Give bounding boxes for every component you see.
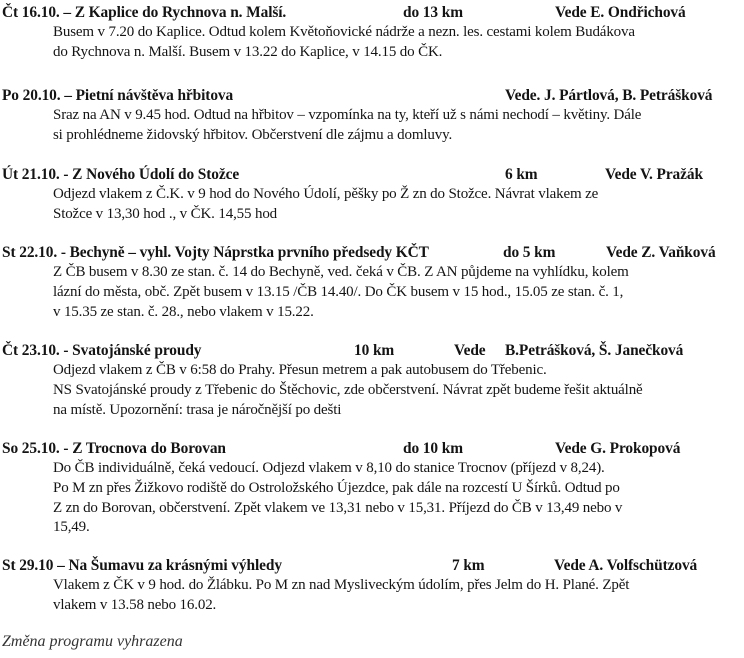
description-line: Vlakem z ČK v 9 hod. do Žlábku. Po M zn nad Mysliveckým údolím, přes Jelm do H. Plané. Zpět <box>53 577 630 593</box>
description-line: na místě. Upozornění: trasa je náročnější po dešti <box>53 401 342 418</box>
description-line: Po M zn přes Žižkovo rodiště do Ostroložského Újezdce, pak dále na rozcestí U Šírků. Odtud po <box>53 479 620 496</box>
event-distance: do 5 km <box>503 244 556 261</box>
event-title: Čt 16.10. – Z Kaplice do Rychnova n. Malší. <box>2 4 287 21</box>
description-line: si prohlédneme židovský hřbitov. Občerstvení dle zájmu a domluvy. <box>53 126 453 143</box>
event-description <box>53 185 744 225</box>
event-description <box>53 263 744 322</box>
event-leader: Vede V. Pražák <box>605 166 703 183</box>
description-line: Odjezd vlakem z ČB v 6:58 do Prahy. Přesun metrem a pak autobusem do Třebenic. <box>53 362 547 378</box>
description-line: Z ČB busem v 8.30 ze stan. č. 14 do Bechyně, ved. čeká v ČB. Z AN půjdeme na vyhlídku, kolem <box>53 264 629 280</box>
event-description <box>53 459 744 538</box>
description-line: NS Svatojánské proudy z Třebenic do Štěchovic, zde občerstvení. Návrat zpět budeme řešit aktuálně <box>53 381 643 398</box>
event-distance: 7 km <box>452 557 485 574</box>
event-description <box>53 576 744 616</box>
event-entry <box>0 86 744 146</box>
event-title: St 22.10. - Bechyně – vyhl. Vojty Náprstka prvního předsedy KČT <box>2 244 429 261</box>
event-header <box>0 3 744 23</box>
event-description <box>53 23 744 63</box>
event-leader: Vede. J. Pártlová, B. Petrášková <box>505 87 713 104</box>
event-header <box>0 556 744 576</box>
event-distance: 6 km <box>505 166 538 183</box>
description-line: 15,49. <box>53 519 90 536</box>
event-leader: Vede E. Ondřichová <box>555 4 686 21</box>
event-leader: Vede Z. Vaňková <box>606 244 716 261</box>
event-entry <box>0 243 744 322</box>
event-header <box>0 86 744 106</box>
event-description <box>53 106 744 146</box>
event-entry <box>0 439 744 538</box>
event-description <box>53 361 744 420</box>
description-line: lázní do města, obč. Zpět busem v 13.15 /ČB 14.40/. Do ČK busem v 15 hod., 15.05 ze stan. č. 1, <box>53 283 624 300</box>
event-entry <box>0 165 744 225</box>
program-change-notice: Změna programu vyhrazena <box>2 633 183 650</box>
description-line: Sraz na AN v 9.45 hod. Odtud na hřbitov – vzpomínka na ty, kteří už s námi nechodí – květiny. Dále <box>53 107 642 123</box>
event-header <box>0 165 744 185</box>
event-leader: Vede G. Prokopová <box>555 440 681 457</box>
event-leader: Vede A. Volfschützová <box>554 557 698 574</box>
event-title: Po 20.10. – Pietní návštěva hřbitova <box>2 87 234 104</box>
event-header <box>0 439 744 459</box>
event-title: Út 21.10. - Z Nového Údolí do Stožce <box>2 166 240 183</box>
description-line: vlakem v 13.58 nebo 16.02. <box>53 596 217 613</box>
description-line: Odjezd vlakem z Č.K. v 9 hod do Nového Údolí, pěšky po Ž zn do Stožce. Návrat vlakem ze <box>53 186 599 202</box>
event-header <box>0 341 744 361</box>
event-entry <box>0 556 744 616</box>
description-line: Stožce v 13,30 hod ., v ČK. 14,55 hod <box>53 205 278 222</box>
event-distance: do 13 km <box>403 4 463 21</box>
event-leader: B.Petrášková, Š. Janečková <box>505 342 684 359</box>
event-title: St 29.10 – Na Šumavu za krásnými výhledy <box>2 557 282 574</box>
description-line: do Rychnova n. Malší. Busem v 13.22 do Kaplice, v 14.15 do ČK. <box>53 43 443 60</box>
event-header <box>0 243 744 263</box>
description-line: Z zn do Borovan, občerstvení. Zpět vlakem ve 13,31 nebo v 15,31. Příjezd do ČB v 13,49 nebo v <box>53 499 623 516</box>
event-title: So 25.10. - Z Trocnova do Borovan <box>2 440 226 457</box>
description-line: Do ČB individuálně, čeká vedoucí. Odjezd vlakem v 8,10 do stanice Trocnov (příjezd v 8,24). <box>53 460 605 476</box>
description-line: Busem v 7.20 do Kaplice. Odtud kolem Květoňovické nádrže a nezn. les. cestami kolem Budákova <box>53 24 635 40</box>
event-entry <box>0 341 744 420</box>
event-title: Čt 23.10. - Svatojánské proudy <box>2 342 202 359</box>
event-leader-label: Vede <box>454 342 486 359</box>
event-entry <box>0 3 744 63</box>
event-distance: do 10 km <box>403 440 463 457</box>
event-distance: 10 km <box>354 342 395 359</box>
description-line: v 15.35 ze stan. č. 28., nebo vlakem v 15.22. <box>53 303 314 320</box>
